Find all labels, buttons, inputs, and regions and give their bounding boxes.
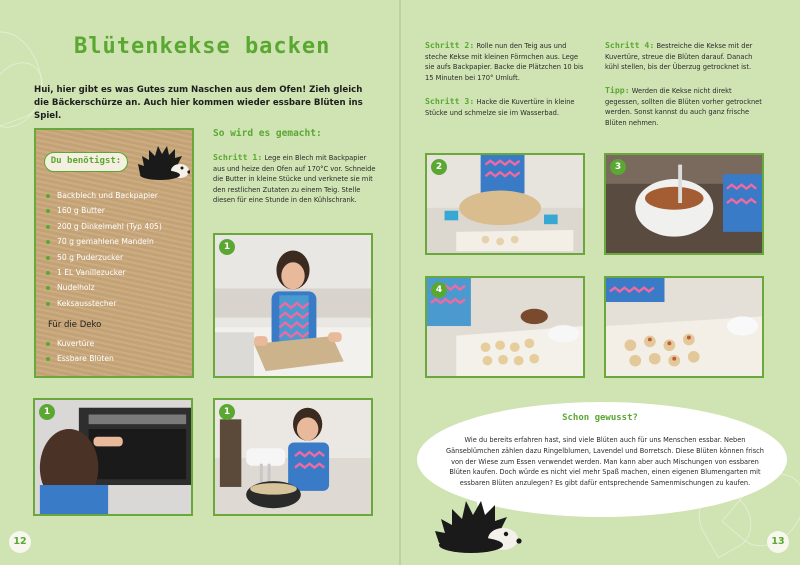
mixer-scene: [215, 400, 371, 514]
list-item: Essbare Blüten: [46, 351, 114, 366]
photo-girl-baking-paper: [213, 233, 373, 378]
ingredients-box: [34, 128, 194, 378]
list-item: Backblech und Backpapier: [46, 188, 162, 203]
list-item: Keksausstecher: [46, 296, 162, 311]
step-4: [605, 40, 767, 73]
photo-cutting-cookies: [425, 153, 585, 255]
howto-heading: So wird es gemacht:: [213, 128, 322, 139]
decorating-scene: [427, 278, 583, 376]
list-item: 1 EL Vanillezucker: [46, 265, 162, 280]
page-number: 13: [767, 531, 789, 553]
step-badge: 1: [39, 404, 55, 420]
tip-text: Werden die Kekse nicht direkt gegessen, sollten die Blüten vorher getrocknet werden. Sonst kannst du auch ganz frische Blüten nehmen.: [605, 87, 762, 127]
list-item: 200 g Dinkelmehl (Typ 405): [46, 219, 162, 234]
step-text: Lege ein Blech mit Backpapier aus und heize den Ofen auf 170°C vor. Schneide die Butter in kleine Stücke und verknete sie mit den restlichen Zutaten zu einem Teig. Stelle diesen für eine Stunde in den Kühlschrank.: [213, 154, 376, 205]
page-number: 12: [9, 531, 31, 553]
tip: [605, 85, 767, 128]
step-text: Hacke die Kuvertüre in kleine Stücke und schmelze sie im Wasserbad.: [425, 98, 575, 117]
page-title: Blütenkekse backen: [74, 34, 331, 59]
deco-heading: Für die Deko: [48, 320, 102, 330]
deco-list: [46, 336, 114, 367]
ingredients-list: [46, 188, 162, 311]
list-item: Nudelholz: [46, 280, 162, 295]
photo-girl-oven: [33, 398, 193, 516]
cookie-dough-scene: [427, 155, 583, 253]
photo-decorating-cookies: [425, 276, 585, 378]
list-item: 70 g gemahlene Mandeln: [46, 234, 162, 249]
step-label: Schritt 2:: [425, 40, 475, 50]
kitchen-scene: [215, 235, 371, 376]
hedgehog-icon: [136, 144, 190, 182]
photo-girl-mixer: [213, 398, 373, 516]
tip-label: Tipp:: [605, 85, 630, 95]
step-badge: 4: [431, 282, 447, 298]
list-item: 160 g Butter: [46, 203, 162, 218]
step-3: [425, 96, 587, 118]
step-label: Schritt 3:: [425, 96, 475, 106]
step-2: [425, 40, 587, 83]
step-badge: 3: [610, 159, 626, 175]
step-badge: 1: [219, 239, 235, 255]
ingredients-label: Du benötigst:: [44, 152, 128, 172]
did-you-know-text: Wie du bereits erfahren hast, sind viele Blüten auch für uns Menschen essbar. Neben Gänseblümchen zählen dazu Ringelblumen, Lavendel und Borretsch. Diese Blüten können frisch von der Wiese zum Essen verwendet werden. Man kann aber auch Mischungen von essbaren Blüten kaufen. Doch würde es nicht viel mehr Spaß machen, einen eigenen Blumengarten mit essbaren Blüten anzulegen? Es gibt dafür entsprechende Samenmischungen zu kaufen.: [446, 436, 764, 488]
photo-melting-chocolate: [604, 153, 764, 255]
oven-scene: [35, 400, 191, 514]
step-1: [213, 152, 378, 206]
step-badge: 2: [431, 159, 447, 175]
step-label: Schritt 1:: [213, 152, 263, 162]
hedgehog-icon: [433, 497, 523, 555]
list-item: Kuvertüre: [46, 336, 114, 351]
finished-cookies-scene: [606, 278, 762, 376]
step-label: Schritt 4:: [605, 40, 655, 50]
intro-text: Hui, hier gibt es was Gutes zum Naschen aus dem Ofen! Zieh gleich die Bäckerschürze an. Auch hier kommen wieder essbare Blüten ins Spiel.: [34, 85, 363, 121]
photo-finished-cookies: [604, 276, 764, 378]
did-you-know-title: Schon gewusst?: [562, 413, 638, 423]
step-text: Bestreiche die Kekse mit der Kuvertüre, streue die Blüten darauf. Danach kühl stellen, bis der Überzug getrocknet ist.: [605, 42, 753, 72]
step-badge: 1: [219, 404, 235, 420]
chocolate-pot-scene: [606, 155, 762, 253]
list-item: 50 g Puderzucker: [46, 250, 162, 265]
step-text: Rolle nun den Teig aus und steche Kekse mit kleinen Förmchen aus. Lege sie aufs Backpapier. Backe die Plätzchen 10 bis 15 Minuten bei 170° Umluft.: [425, 42, 584, 82]
